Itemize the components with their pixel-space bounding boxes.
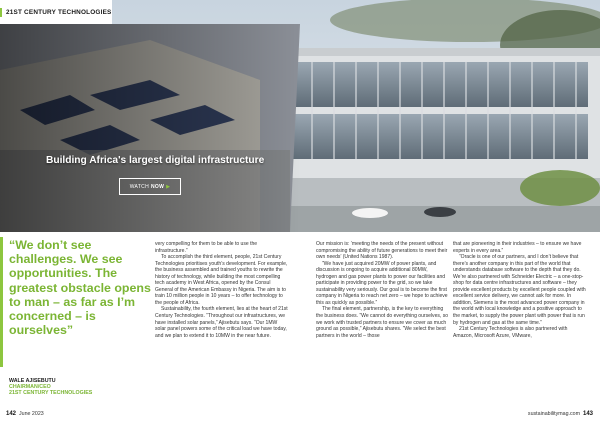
paragraph: that are pioneering in their industries – to ensure we have experts in every area.” (453, 241, 582, 254)
section-label: 21ST CENTURY TECHNOLOGIES (6, 9, 112, 16)
paragraph: The final element, partnership, is the key to everything the business does. “We cannot do everything ourselves, so we work with trusted partners to ensure we cover as much ground as possible,” Ajisebutu shares. “We select the best partners in the world – those (316, 306, 449, 339)
quote-attribution (9, 378, 92, 397)
play-arrow-icon: ▶ (166, 183, 171, 190)
paragraph: very compelling for them to be able to use the infrastructure.” (155, 241, 258, 254)
paragraph: 21st Century Technologies is also partnered with Amazon, Microsoft Azure, VMware, (453, 326, 568, 339)
pull-quote: “We don’t see challenges. We see opportunities. The greatest obstacle opens to man – as far as I’m concerned – is ourselves” (9, 238, 151, 338)
footer-right (528, 411, 593, 417)
watch-label: WATCH (129, 183, 149, 190)
paragraph: “We have just acquired 20MW of power plants, and discussion is ongoing to acquire additional 80MW, hydrogen and gas power plants to power our facilities and participate in providing power to the grid, so we take sustainability very seriously. Our goal is to become the first company in Nigeria to reach net zero – we hope to achieve this as quickly as possible.” (316, 260, 448, 306)
watch-label-emphasis: NOW (151, 183, 165, 190)
article-column-3 (453, 241, 586, 339)
article-column-2 (316, 241, 449, 339)
quote-accent-bar (0, 237, 3, 367)
footer-left (6, 411, 44, 417)
page-number-left: 142 (6, 411, 17, 417)
article-column-1 (155, 241, 288, 339)
paragraph: To accomplish the third element, people, 21st Century Technologies prioritises youth’s development. For example, the business assembled and trained youths to rewrite the history of technology, while building the most compelling tech academy in West Africa, opened by the Consul General of the American Embassy in Nigeria. The aim is to train 10 million people in 10 years – to offer technology to the people of Africa. (155, 254, 288, 306)
author-company: 21ST CENTURY TECHNOLOGIES (9, 390, 93, 397)
paragraph: Sustainability, the fourth element, lies at the heart of 21st Century Technologies. “Throughout our infrastructures, we have installed solar panels,” Ajisebutu says. “Our 1MW solar panel powers some of the critical load we have today, and we plan to extend it to 10MW in the near future. (155, 306, 288, 339)
issue-date: June 2023 (18, 411, 44, 417)
paragraph: “Oracle is one of our partners, and I don’t believe that there’s another company in this part of the world that understands database software to the depth that they do. We’re also partnered with Schneider Electric – a one-stop-shop for data centre infrastructures and software – they provide excellent products by excellent people coupled with excellent service delivery, we cannot ask for more. In addition, Siemens is the most advanced power company in the world with local knowledge and a positive approach to the market, to supply the power plant with power that is run by hydrogen and gas at the same time.” (453, 254, 586, 326)
paragraph: Our mission is: ‘meeting the needs of the present without compromising the ability of future generations to meet their own needs’ (United Nations 1987). (316, 241, 448, 261)
page-number-right: 143 (582, 411, 593, 417)
author-name: WALE AJISEBUTU (9, 378, 56, 384)
watch-now-button[interactable] (119, 178, 181, 195)
section-accent-bar (0, 8, 2, 17)
site-url[interactable]: sustainabilitymag.com (527, 411, 581, 417)
author-title: CHAIRMAN/CEO (9, 384, 51, 391)
video-title: Building Africa's largest digital infrastructure (46, 155, 265, 166)
